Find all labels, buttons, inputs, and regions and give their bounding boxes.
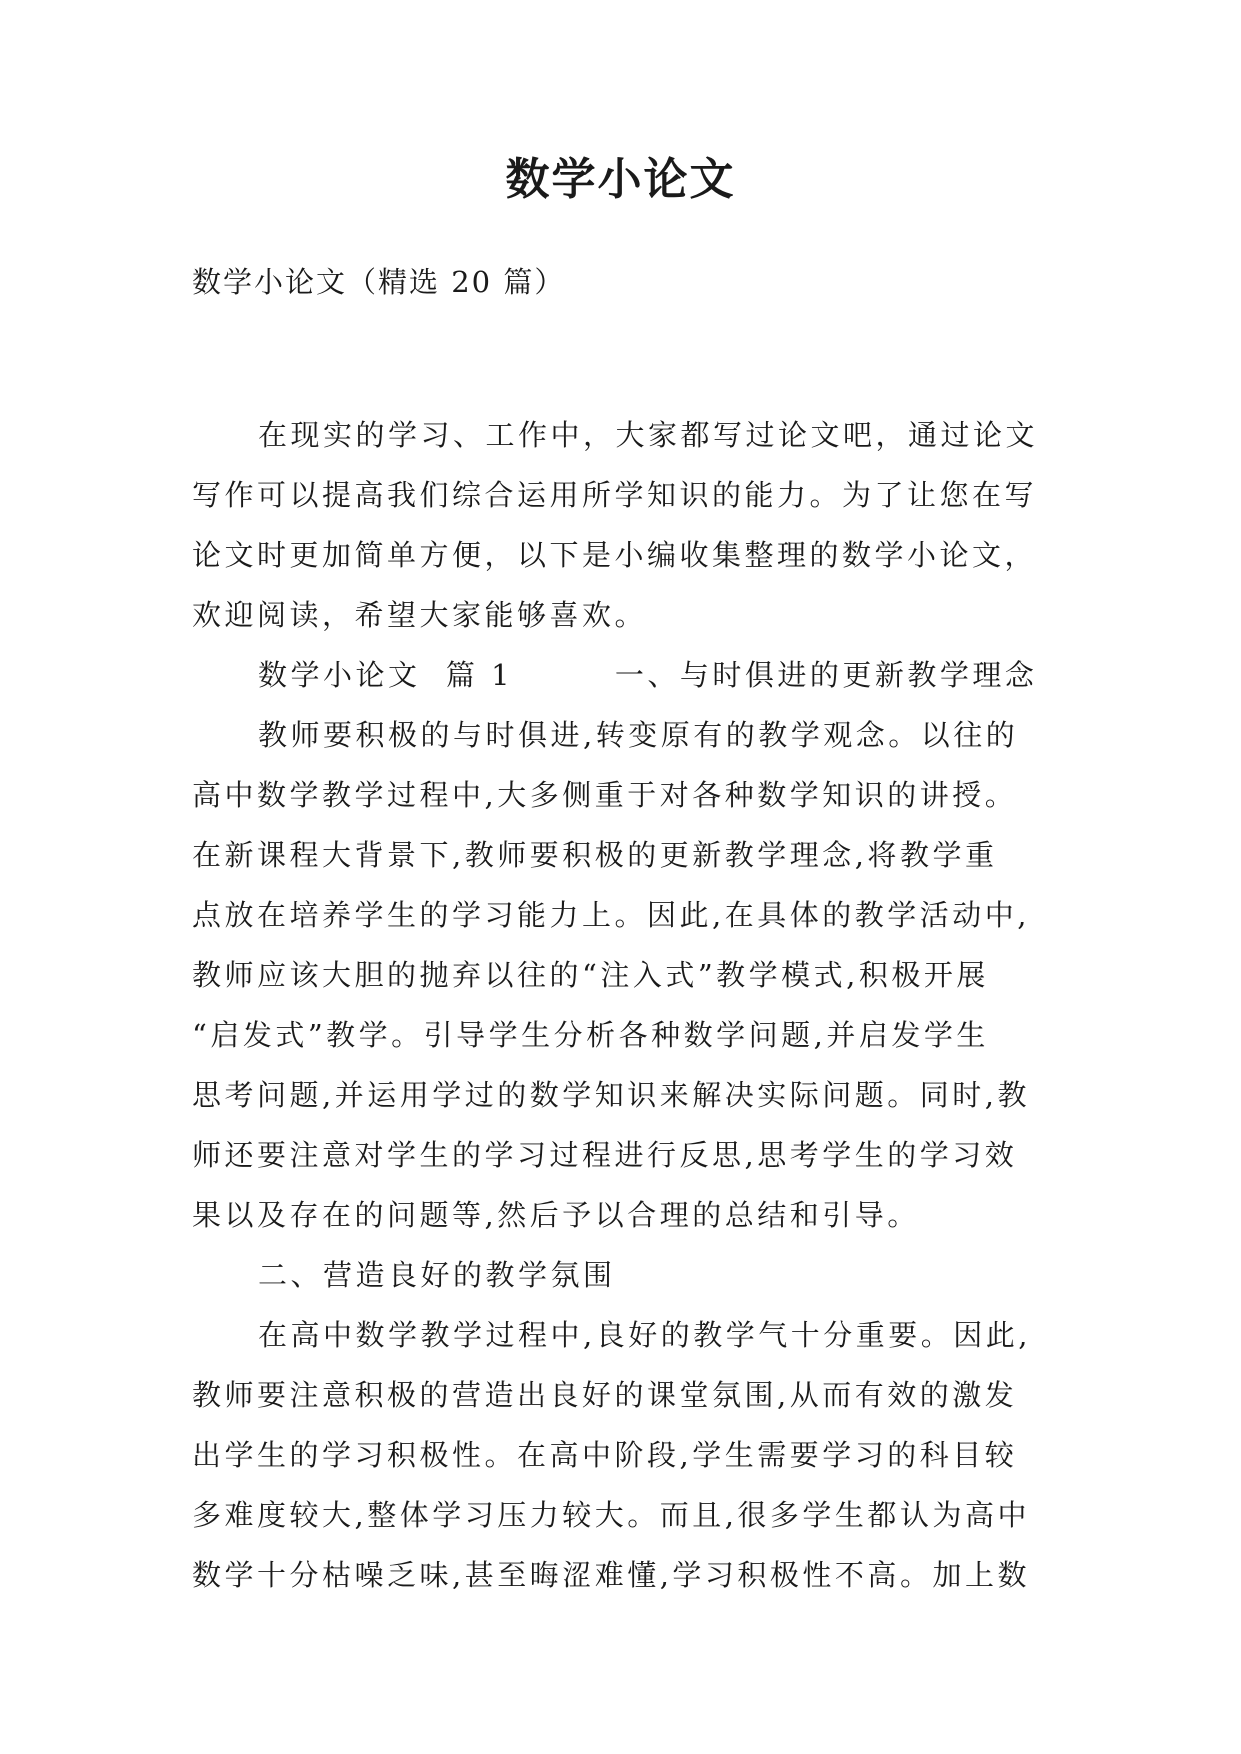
body-line: 教师要注意积极的营造出良好的课堂氛围,从而有效的激发 — [192, 1378, 1018, 1412]
body-line: 果以及存在的问题等,然后予以合理的总结和引导。 — [192, 1198, 920, 1232]
body-line: 在高中数学教学过程中,良好的教学气十分重要。因此, — [258, 1318, 1031, 1352]
section-heading-line: 二、营造良好的教学氛围 — [258, 1258, 616, 1292]
body-line: 欢迎阅读，希望大家能够喜欢。 — [192, 598, 648, 632]
body-line: 数学十分枯噪乏味,甚至晦涩难懂,学习积极性不高。加上数 — [192, 1558, 1030, 1592]
body-line: 点放在培养学生的学习能力上。因此,在具体的教学活动中, — [192, 898, 1030, 932]
body-line: 论文时更加简单方便，以下是小编收集整理的数学小论文， — [192, 538, 1038, 572]
body-line: 出学生的学习积极性。在高中阶段,学生需要学习的科目较 — [192, 1438, 1018, 1472]
body-line: 师还要注意对学生的学习过程进行反思,思考学生的学习效 — [192, 1138, 1018, 1172]
document-title: 数学小论文 — [505, 154, 736, 205]
body-line: 写作可以提高我们综合运用所学知识的能力。为了让您在写 — [192, 478, 1038, 512]
body-line: 高中数学教学过程中,大多侧重于对各种数学知识的讲授。 — [192, 778, 1018, 812]
body-line: “启发式”教学。引导学生分析各种数学问题,并启发学生 — [192, 1018, 989, 1052]
body-line: 在现实的学习、工作中，大家都写过论文吧，通过论文 — [258, 418, 1039, 452]
body-line: 教师应该大胆的抛弃以往的“注入式”教学模式,积极开展 — [192, 958, 989, 992]
body-line: 在新课程大背景下,教师要积极的更新教学理念,将教学重 — [192, 838, 998, 872]
body-line: 多难度较大,整体学习压力较大。而且,很多学生都认为高中 — [192, 1498, 1030, 1532]
document-body — [192, 405, 1062, 1605]
body-line: 教师要积极的与时俱进,转变原有的教学观念。以往的 — [258, 718, 1019, 752]
section-heading-line: 数学小论文 篇 1 一、与时俱进的更新教学理念 — [258, 658, 1038, 692]
body-line: 思考问题,并运用学过的数学知识来解决实际问题。同时,教 — [192, 1078, 1030, 1112]
document-subtitle: 数学小论文（精选 20 篇） — [192, 265, 566, 299]
